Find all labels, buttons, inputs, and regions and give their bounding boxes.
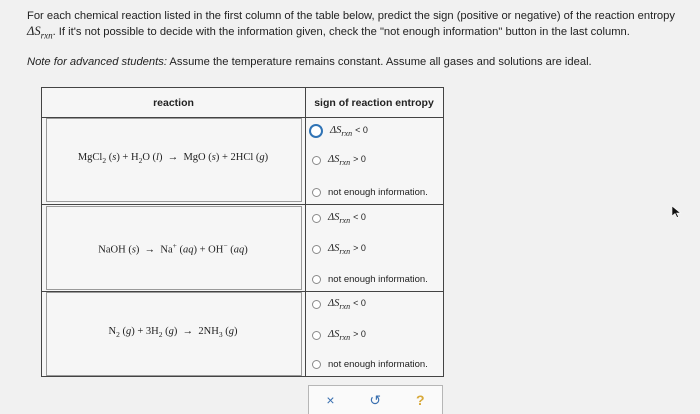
reaction-equation-2: NaOH (s) → Na+ (aq) + OH− (aq) <box>98 241 248 256</box>
radio-button[interactable] <box>312 245 321 254</box>
option-negative-row2[interactable]: $\Delta S_{rxn} < 0$ <box>312 212 366 225</box>
radio-button[interactable] <box>312 214 321 223</box>
row-divider <box>42 204 443 205</box>
entropy-symbol: $\Delta S_{rxn}$ <box>27 24 53 41</box>
option-positive-row1[interactable]: $\Delta S_{rxn} > 0$ <box>312 154 366 167</box>
option-positive-row3[interactable]: $\Delta S_{rxn} > 0$ <box>312 329 366 342</box>
radio-button-focused[interactable] <box>309 124 323 138</box>
option-negative-row3[interactable]: $\Delta S_{rxn} < 0$ <box>312 298 366 311</box>
radio-button[interactable] <box>312 188 321 197</box>
instructions <box>27 9 687 44</box>
clear-icon[interactable]: × <box>326 392 335 408</box>
option-not-enough-info-row2[interactable]: not enough information. <box>312 274 428 285</box>
column-header-reaction: reaction <box>153 96 194 109</box>
column-divider <box>305 88 306 376</box>
radio-button[interactable] <box>312 275 321 284</box>
reaction-equation-1: MgCl$_2$ $(s) + H_2O$ (l) → MgO (s) + 2HCl (g) <box>77 152 269 166</box>
mouse-cursor-icon <box>672 206 682 218</box>
advanced-note <box>27 56 592 68</box>
help-icon[interactable]: ? <box>415 392 425 408</box>
radio-button[interactable] <box>312 300 321 309</box>
option-positive-row2[interactable]: $\Delta S_{rxn} > 0$ <box>312 243 366 256</box>
instructions-part1: For each chemical reaction listed in the first column of the table below, predict the sign (positive or negative) of the reaction entropy <box>27 10 675 22</box>
reaction-table <box>41 87 444 377</box>
radio-button[interactable] <box>312 156 321 165</box>
column-header-sign: sign of reaction entropy <box>314 96 434 109</box>
note-label: Note for advanced students: <box>27 56 167 68</box>
note-text: Assume the temperature remains constant. Assume all gases and solutions are ideal. <box>166 56 592 68</box>
option-not-enough-info-row1[interactable]: not enough information. <box>312 187 428 198</box>
radio-button[interactable] <box>312 360 321 369</box>
radio-button[interactable] <box>312 331 321 340</box>
option-negative-row1[interactable]: $\Delta S_{rxn} < 0$ <box>312 124 368 138</box>
undo-icon[interactable]: ↺ <box>369 391 382 408</box>
reaction-equation-3: $N_2$ $(g) + 3H_2$ $(g) \to 2NH_3$ (g) <box>108 326 238 340</box>
instructions-part2: . If it's not possible to decide with the information given, check the "not enough information" button in the last column. <box>52 26 630 38</box>
answer-toolbar <box>308 385 443 414</box>
option-not-enough-info-row3[interactable]: not enough information. <box>312 359 428 370</box>
